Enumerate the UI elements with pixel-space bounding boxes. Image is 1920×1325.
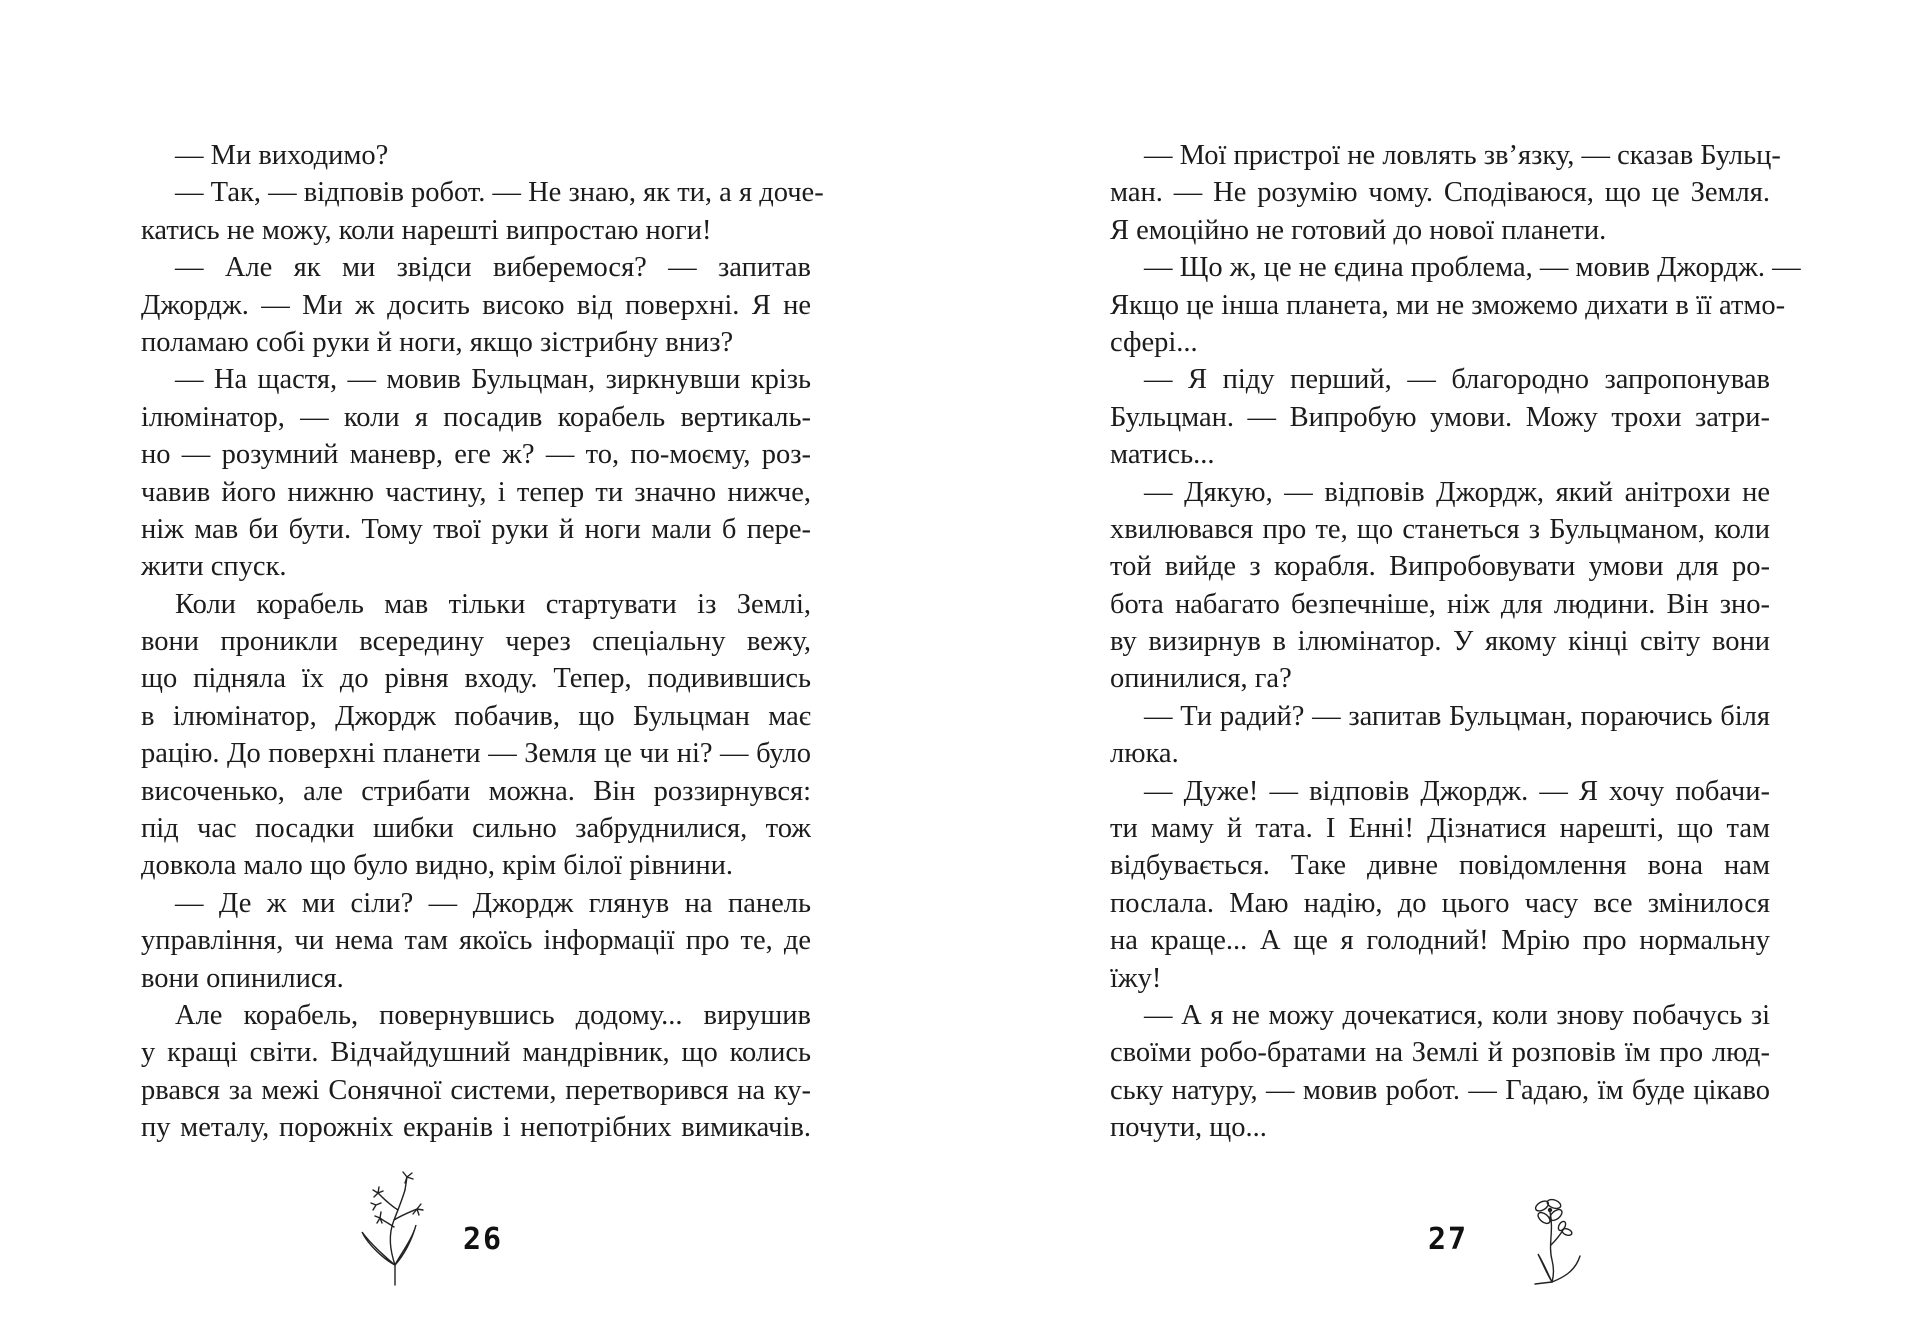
text-line: вони проникли всередину через спеціальну вежу,	[141, 626, 811, 658]
text-line: — Але як ми звідси виберемося? — запитав	[175, 252, 811, 284]
text-line: Але корабель, повернувшись додому... вирушив	[175, 999, 811, 1031]
text-line: Бульцман. — Випробую умови. Можу трохи затри-	[1110, 401, 1770, 433]
page-number: 27	[1428, 1222, 1469, 1257]
text-line: вони опинилися.	[141, 962, 344, 994]
text-line: в ілюмінатор, Джордж побачив, що Бульцман має	[141, 700, 811, 732]
text-line: у кращі світи. Відчайдушний мандрівник, що колись	[141, 1037, 811, 1069]
text-line: рвався за межі Сонячної системи, перетворився на ку-	[141, 1074, 811, 1106]
text-line: Я емоційно не готовий до нової планети.	[1110, 214, 1607, 246]
text-line: ніж мав би бути. Тому твої руки й ноги мали б пере-	[141, 513, 811, 545]
text-line: Джордж. — Ми ж досить високо від поверхні. Я не	[141, 289, 811, 321]
text-line: чавив його нижню частину, і тепер ти значно нижче,	[141, 476, 811, 508]
text-line: управління, чи нема там якоїсь інформації про те, де	[141, 925, 811, 957]
text-line: матись...	[1110, 439, 1215, 471]
text-line: під час посадки шибки сильно забруднилися, тож	[141, 813, 811, 845]
flower-icon	[1520, 1190, 1595, 1290]
text-line: опинилися, га?	[1110, 663, 1292, 695]
text-line: хвилювався про те, що станеться з Бульцманом, коли	[1110, 513, 1770, 545]
page-number: 26	[463, 1222, 504, 1257]
text-line: — Ти радий? — запитав Бульцман, пораючись біля	[1144, 700, 1770, 732]
text-line: — Мої пристрої не ловлять зв’язку, — сказав Бульц-	[1144, 140, 1781, 171]
text-line: своїми робо-братами на Землі й розповів їм про люд-	[1110, 1037, 1770, 1069]
text-line: пу металу, порожніх екранів і непотрібних вимикачів.	[141, 1112, 811, 1144]
text-line: — Ми виходимо?	[175, 140, 389, 171]
flower-sprig-icon	[350, 1165, 440, 1290]
text-line: Якщо це інша планета, ми не зможемо дихати в її атмо-	[1110, 289, 1786, 321]
text-line: ілюмінатор, — коли я посадив корабель вертикаль-	[141, 401, 811, 433]
text-line: послала. Маю надію, до цього часу все змінилося	[1110, 887, 1770, 919]
text-line: — Я піду перший, — благородно запропонував	[1144, 364, 1770, 396]
text-line: рацію. До поверхні планети — Земля це чи ні? — було	[141, 738, 811, 770]
text-line: той вийде з корабля. Випробовувати умови для ро-	[1110, 551, 1770, 583]
right-page-text	[1110, 137, 1801, 1147]
text-line: відбувається. Таке дивне повідомлення вона нам	[1110, 850, 1770, 882]
text-line: височенько, але стрибати можна. Він роззирнувся:	[141, 775, 811, 807]
text-line: ву визирнув в ілюмінатор. У якому кінці світу вони	[1110, 626, 1770, 658]
text-line: Коли корабель мав тільки стартувати із Землі,	[175, 588, 811, 620]
text-line: ти маму й тата. І Енні! Дізнатися нарешті, що там	[1110, 813, 1770, 845]
text-line: но — розумний маневр, еге ж? — то, по-моєму, роз-	[141, 439, 811, 471]
text-line: — Дякую, — відповів Джордж, який анітрохи не	[1144, 476, 1770, 508]
text-line: сфері...	[1110, 326, 1198, 358]
text-line: — А я не можу дочекатися, коли знову побачусь зі	[1144, 999, 1770, 1031]
text-line: їжу!	[1110, 962, 1162, 994]
text-line: ську натуру, — мовив робот. — Гадаю, їм буде цікаво	[1110, 1074, 1770, 1106]
text-line: поламаю собі руки й ноги, якщо зістрибну вниз?	[141, 326, 734, 358]
text-line: — На щастя, — мовив Бульцман, зиркнувши крізь	[175, 364, 811, 396]
right-page	[960, 0, 1920, 1325]
text-line: довкола мало що було видно, крім білої рівнини.	[141, 850, 733, 882]
text-line: жити спуск.	[141, 551, 287, 583]
text-line: — Так, — відповів робот. — Не знаю, як ти, а я доче-	[175, 177, 824, 209]
text-line: — Дуже! — відповів Джордж. — Я хочу побачи-	[1144, 775, 1770, 807]
text-line: — Де ж ми сіли? — Джордж глянув на панель	[175, 887, 811, 919]
text-line: почути, що...	[1110, 1112, 1267, 1144]
text-line: бота набагато безпечніше, ніж для людини. Він зно-	[1110, 588, 1770, 620]
left-page-text	[141, 137, 824, 1147]
text-line: катись не можу, коли нарешті випростаю ноги!	[141, 214, 712, 246]
text-line: ман. — Не розумію чому. Сподіваюся, що це Земля.	[1110, 177, 1770, 209]
text-line: що підняла їх до рівня входу. Тепер, подивившись	[141, 663, 811, 695]
text-line: на краще... А ще я голодний! Мрію про нормальну	[1110, 925, 1770, 957]
text-line: — Що ж, це не єдина проблема, — мовив Джордж. —	[1144, 252, 1801, 284]
text-line: люка.	[1110, 738, 1179, 770]
